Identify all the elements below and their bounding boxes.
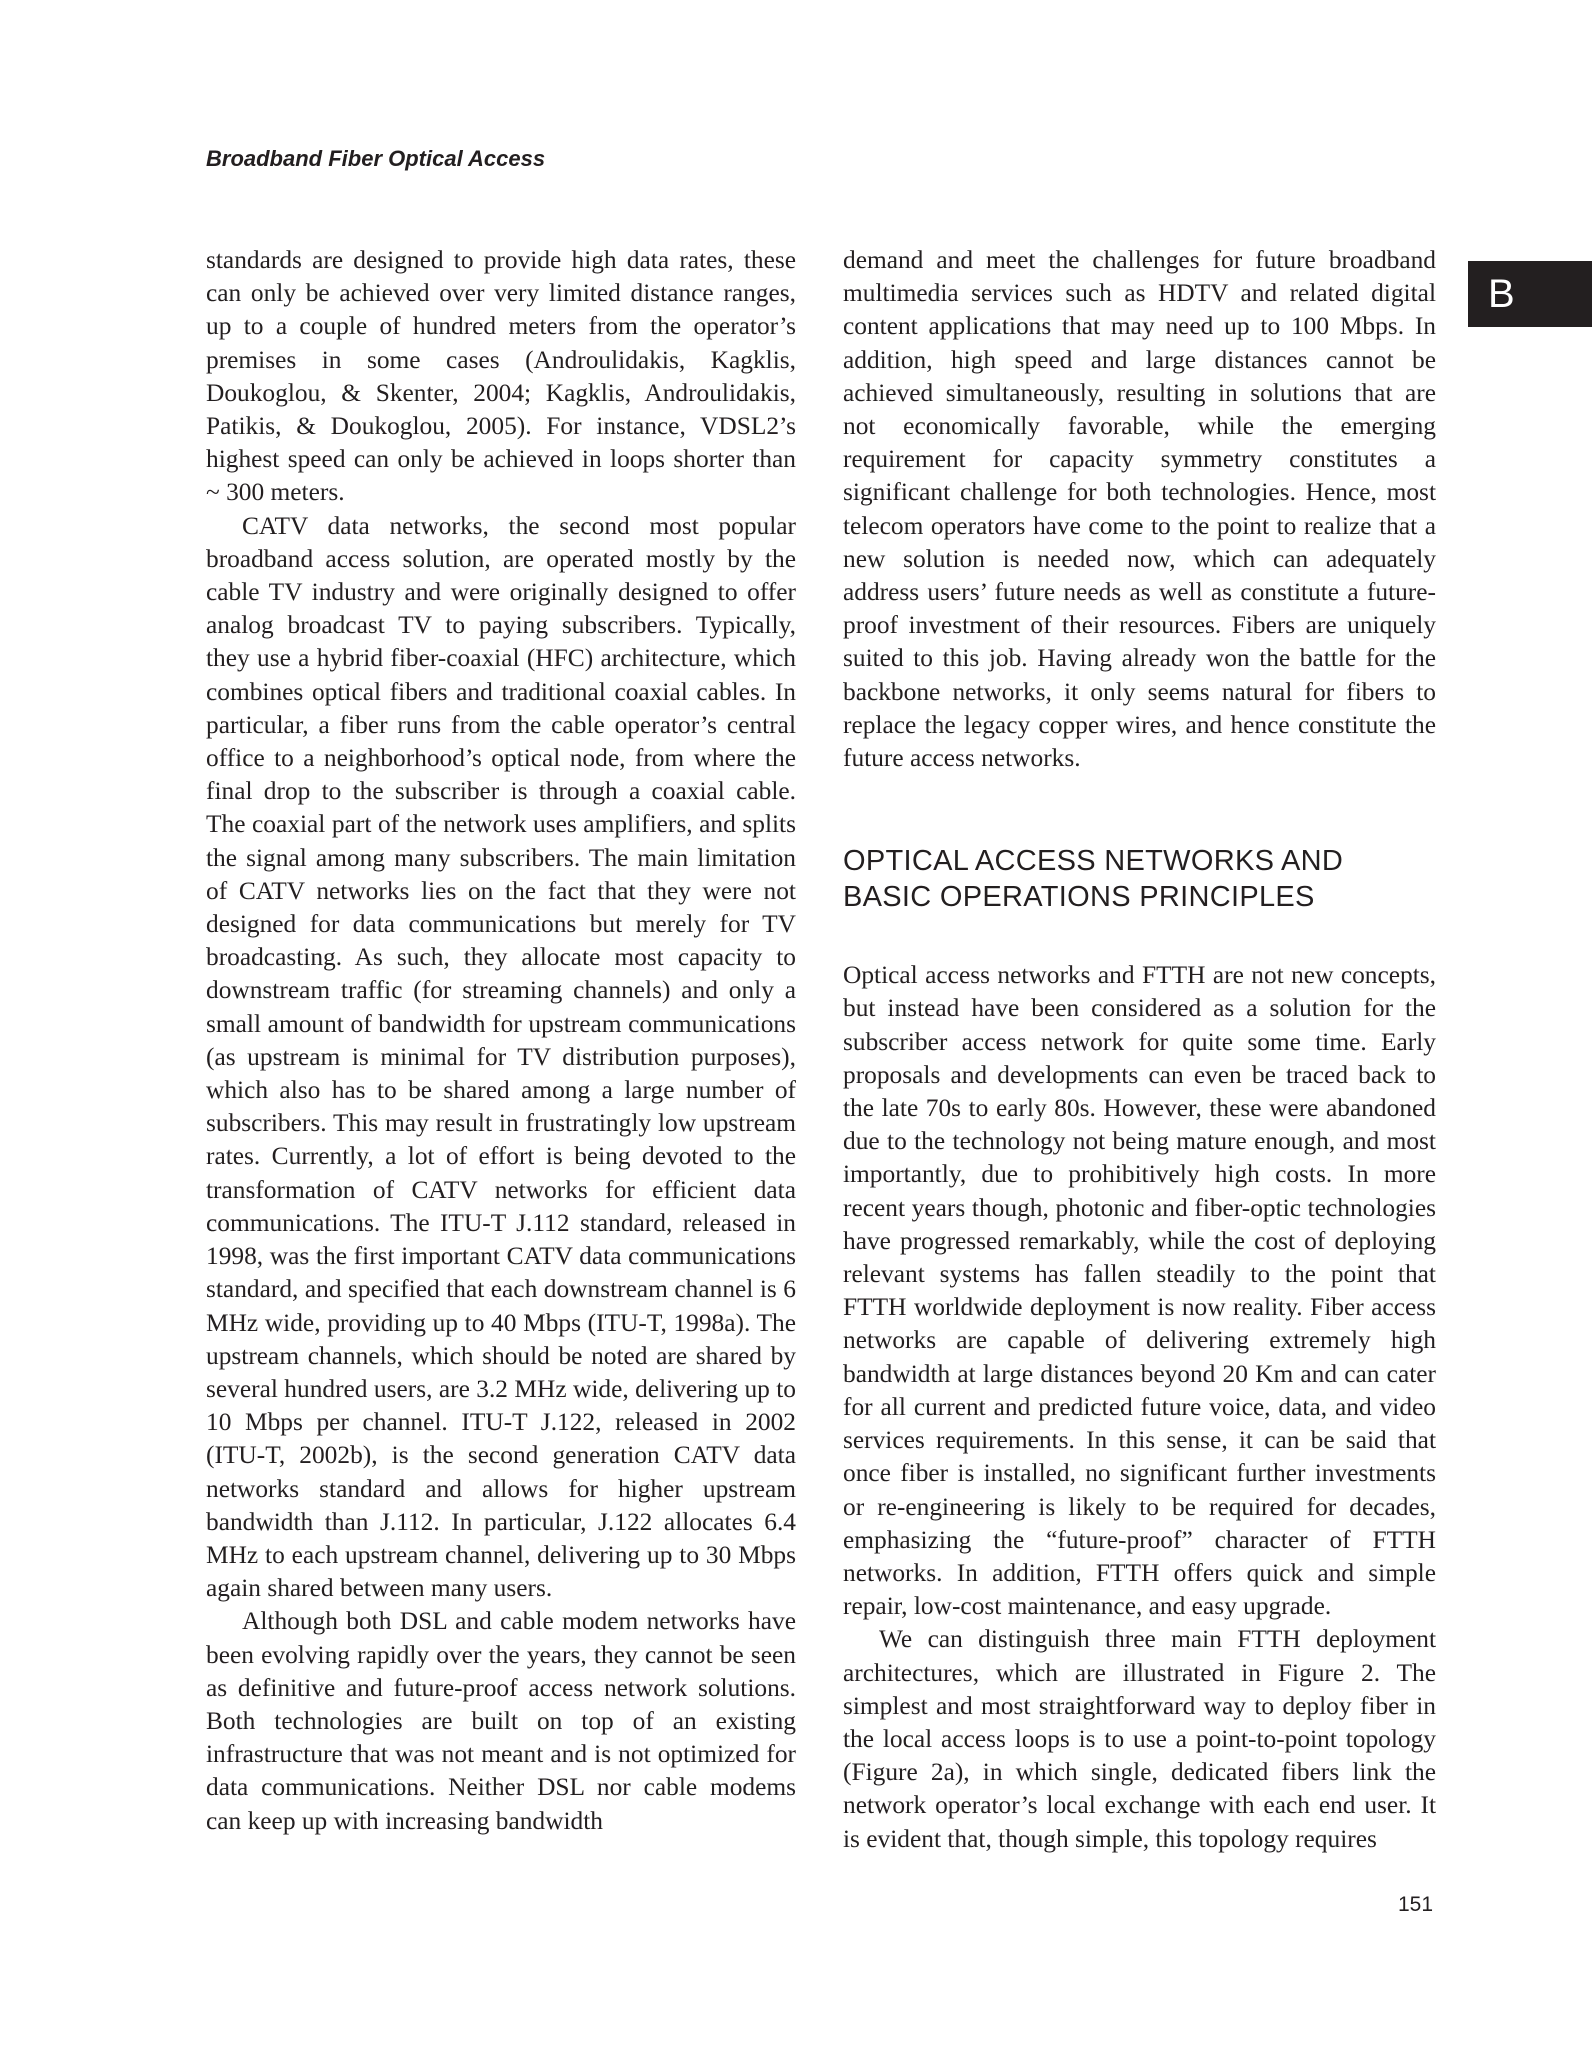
running-head: Broadband Fiber Optical Access (206, 146, 546, 171)
paragraph: We can distinguish three main FTTH deployment architectures, which are illustrated in Figure 2. The simplest and most straightforward way to deploy fiber in the local access loops is to use a point-to-point topology (Figure 2a), in which single, dedicated fibers link the network operator’s local exchange with each end user. It is evident that, though simple, this topology requires (843, 1625, 1436, 1853)
paragraph: standards are designed to provide high data rates, these can only be achieved over very limited distance ranges, up to a couple of hundred meters from the operator’s premises in some cases (Androulidakis, Kagklis, Doukoglou, & Skenter, 2004; Kagklis, Androulidakis, Patikis, & Doukoglou, 2005). For instance, VDSL2’s highest speed can only be achieved in loops shorter than ~ 300 meters. (206, 246, 796, 507)
paragraph: demand and meet the challenges for future broadband multimedia services such as HDTV and related digital content applications that may need up to 100 Mbps. In addition, high speed and large distances cannot be achieved simultaneously, resulting in solutions that are not economically favorable, while the emerging requirement for capacity symmetry constitutes a significant challenge for both technologies. Hence, most telecom operators have come to the point to realize that a new solution is needed now, which can adequately address users’ future needs as well as constitute a future-proof investment of their resources. Fibers are uniquely suited to this job. Having already won the battle for the backbone networks, it only seems natural for fibers to replace the legacy copper wires, and hence constitute the future access networks. (843, 246, 1436, 773)
paragraph: Although both DSL and cable modem networks have been evolving rapidly over the years, they cannot be seen as definitive and future-proof access network solutions. Both technologies are built on top of an existing infrastructure that was not meant and is not optimized for data communications. Neither DSL nor cable modems can keep up with increasing bandwidth (206, 1607, 796, 1835)
paragraph: CATV data networks, the second most popular broadband access solution, are operated mostly by the cable TV industry and were originally designed to offer analog broadcast TV to paying subscribers. Typically, they use a hybrid fiber-coaxial (HFC) architecture, which combines optical fibers and traditional coaxial cables. In particular, a fiber runs from the cable operator’s central office to a neighborhood’s optical node, from where the final drop to the subscriber is through a coaxial cable. The coaxial part of the network uses amplifiers, and splits the signal among many subscribers. The main limitation of CATV networks lies on the fact that they were not designed for data communications but merely for TV broadcasting. As such, they allocate most capacity to downstream traffic (for streaming channels) and only a small amount of bandwidth for upstream communications (as upstream is minimal for TV distribution purposes), which also has to be shared among a large number of subscribers. This may result in frustratingly low upstream rates. Currently, a lot of effort is being devoted to the transformation of CATV networks for efficient data communications. The ITU-T J.112 standard, released in 1998, was the first important CATV data communications standard, and specified that each downstream channel is 6 MHz wide, providing up to 40 Mbps (ITU-T, 1998a). The upstream channels, which should be noted are shared by several hundred users, are 3.2 MHz wide, delivering up to 10 Mbps per channel. ITU-T J.122, released in 2002 (ITU-T, 2002b), is the second generation CATV data networks standard and allows for higher upstream bandwidth than J.112. In particular, J.122 allocates 6.4 MHz to each upstream channel, delivering up to 30 Mbps again shared between many users. (206, 511, 796, 1603)
right-column (843, 244, 1436, 1856)
section-thumb-tab: B (1468, 261, 1592, 327)
paragraph: Optical access networks and FTTH are not new concepts, but instead have been considered as a solution for the subscriber access network for quite some time. Early proposals and developments can even be traced back to the late 70s to early 80s. However, these were abandoned due to the technology not being mature enough, and most importantly, due to prohibitively high costs. In more recent years though, photonic and fiber-optic technologies have progressed remarkably, while the cost of deploying relevant systems has fallen steadily to the point that FTTH worldwide deployment is now reality. Fiber access networks are capable of delivering extremely high bandwidth at large distances beyond 20 Km and can cater for all current and predicted future voice, data, and video services requirements. In this sense, it can be said that once fiber is installed, no significant further investments or re-engineering is likely to be required for decades, emphasizing the “future-proof” character of FTTH networks. In addition, FTTH offers quick and simple repair, low-cost maintenance, and easy upgrade. (843, 961, 1436, 1621)
page-number: 151 (1398, 1893, 1434, 1916)
left-column (206, 244, 796, 1838)
section-heading: OPTICAL ACCESS NETWORKS AND BASIC OPERATIONS PRINCIPLES (843, 845, 1344, 914)
